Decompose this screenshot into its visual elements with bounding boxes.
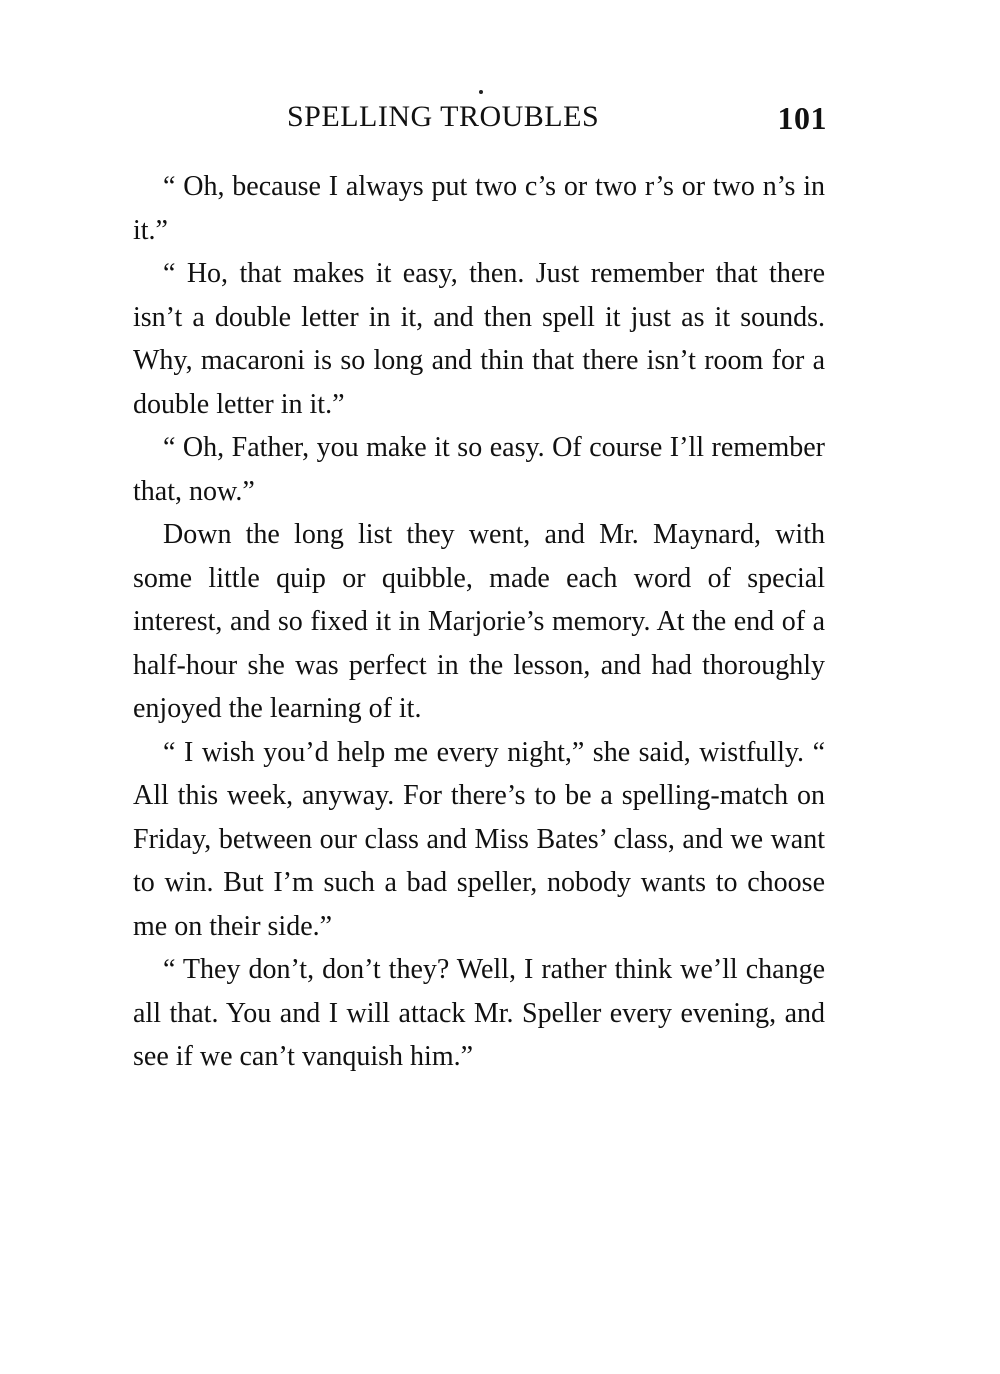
paragraph: “ Oh, because I always put two c’s or two r’s or two n’s in it.” xyxy=(133,171,825,246)
print-speck xyxy=(479,90,483,94)
paragraph: “ They don’t, don’t they? Well, I rather think we’ll change all that. You and I will attack Mr. Speller every evening, and see if we can’t vanquish him.” xyxy=(133,954,825,1072)
paragraph: “ Oh, Father, you make it so easy. Of course I’ll remember that, now.” xyxy=(133,432,825,507)
paragraph: “ Ho, that makes it easy, then. Just remember that there isn’t a double letter in it, and then spell it just as it sounds. Why, macaroni is so long and thin that there isn’t room for a double letter in it.” xyxy=(133,258,825,420)
paragraph: Down the long list they went, and Mr. Maynard, with some little quip or quibble, made each word of special interest, and so fixed it in Marjorie’s memory. At the end of a half-hour she was perfect in the lesson, and had thoroughly enjoyed the learning of it. xyxy=(133,519,825,724)
page-header xyxy=(287,100,827,144)
paragraph: “ I wish you’d help me every night,” she said, wistfully. “ All this week, anyway. For there’s to be a spelling-match on Friday, between our class and Miss Bates’ class, and we want to win. But I’m such a bad speller, nobody wants to choose me on their side.” xyxy=(133,736,825,942)
page-number: 101 xyxy=(777,100,827,136)
page-body xyxy=(133,165,825,1079)
running-title: SPELLING TROUBLES xyxy=(287,100,600,133)
